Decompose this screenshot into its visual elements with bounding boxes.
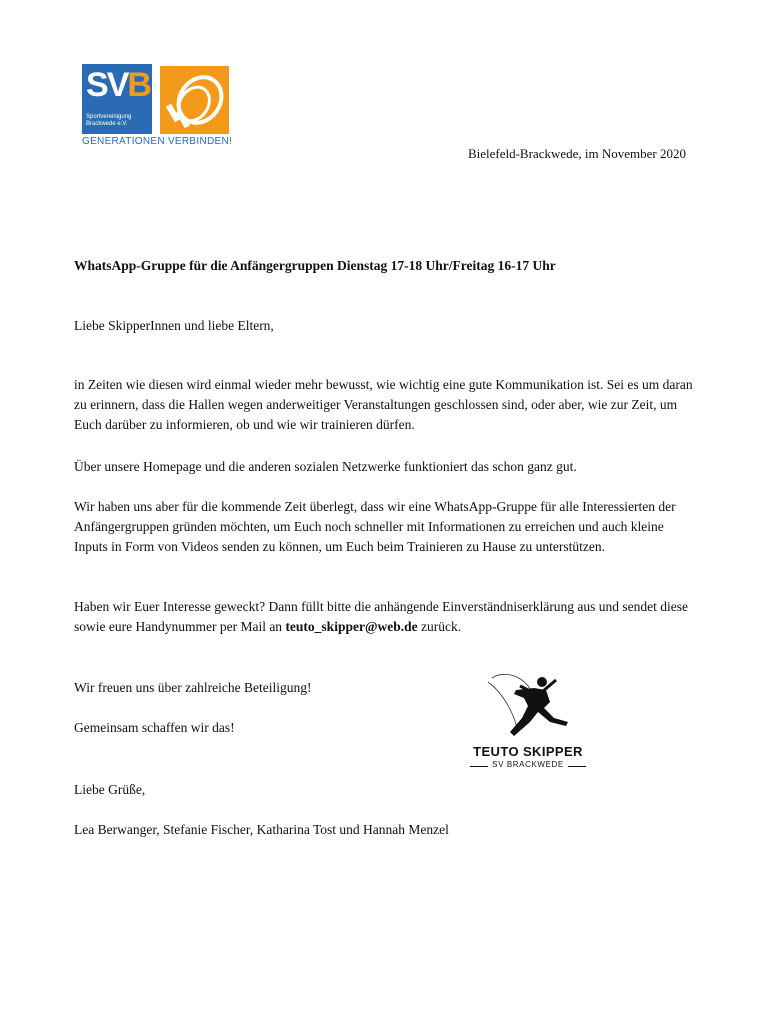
letter-paragraph-4 (74, 597, 694, 637)
letter-salutation: Liebe SkipperInnen und liebe Eltern, (74, 318, 274, 333)
letter-subject: WhatsApp-Gruppe für die Anfängergruppen Dienstag 17-18 Uhr/Freitag 16-17 Uhr (74, 258, 556, 273)
teuto-logo-sub: SV BRACKWEDE (492, 760, 564, 769)
letter-paragraph-1: in Zeiten wie diesen wird einmal wieder mehr bewusst, wie wichtig eine gute Kommunikation ist. Sei es um daran zu erinnern, dass die Hallen wegen anderweitiger Veranstaltungen geschlossen sind, oder aber, wie zur Zeit, um Euch darüber zu informieren, ob und wie wir trainieren dürfen. (74, 377, 693, 432)
letter-paragraph-6: Gemeinsam schaffen wir das! (74, 720, 235, 735)
svb-logo-small-text: Sportvereinigung Brackwede e.V. (86, 114, 132, 127)
svb-letter-b: B (127, 66, 150, 104)
letter-signature: Lea Berwanger, Stefanie Fischer, Katharina Tost und Hannah Menzel (74, 822, 449, 837)
teuto-logo-name: TEUTO SKIPPER (473, 744, 583, 759)
svb-letter-v: V (106, 66, 128, 104)
paragraph-4-end: zurück. (417, 619, 462, 634)
contact-email: teuto_skipper@web.de (285, 619, 418, 634)
letter-paragraph-2: Über unsere Homepage und die anderen sozialen Netzwerke funktioniert das schon ganz gut. (74, 459, 577, 474)
paragraph-4-text: Haben wir Euer Interesse geweckt? Dann füllt bitte die anhängende Einverständniserklärung aus und sendet diese sowie eure Handynummer per Mail an (74, 599, 689, 634)
svb-logo-letters (86, 66, 150, 104)
teuto-skipper-logo (466, 672, 590, 778)
svb-letter-s: S (86, 66, 107, 104)
skipper-figure-icon (484, 672, 574, 742)
letter-date: Bielefeld-Brackwede, im November 2020 (467, 146, 686, 161)
teuto-logo-divider-right (568, 766, 586, 767)
svb-logo-tagline: GENERATIONEN VERBINDEN! (82, 136, 233, 147)
skipping-rope-icon (166, 74, 226, 130)
letter-closing: Liebe Grüße, (74, 782, 146, 797)
letter-paragraph-5: Wir freuen uns über zahlreiche Beteiligung! (74, 680, 312, 695)
letter-paragraph-3: Wir haben uns aber für die kommende Zeit überlegt, dass wir eine WhatsApp-Gruppe für alle Interessierten der Anfängergruppen gründen möchten, um Euch noch schneller mit Informationen zu erreichen und auch kleine Inputs in Form von Videos senden zu können, um Euch beim Trainieren zu Hause zu unterstützen. (74, 499, 676, 554)
svb-logo (82, 64, 232, 148)
